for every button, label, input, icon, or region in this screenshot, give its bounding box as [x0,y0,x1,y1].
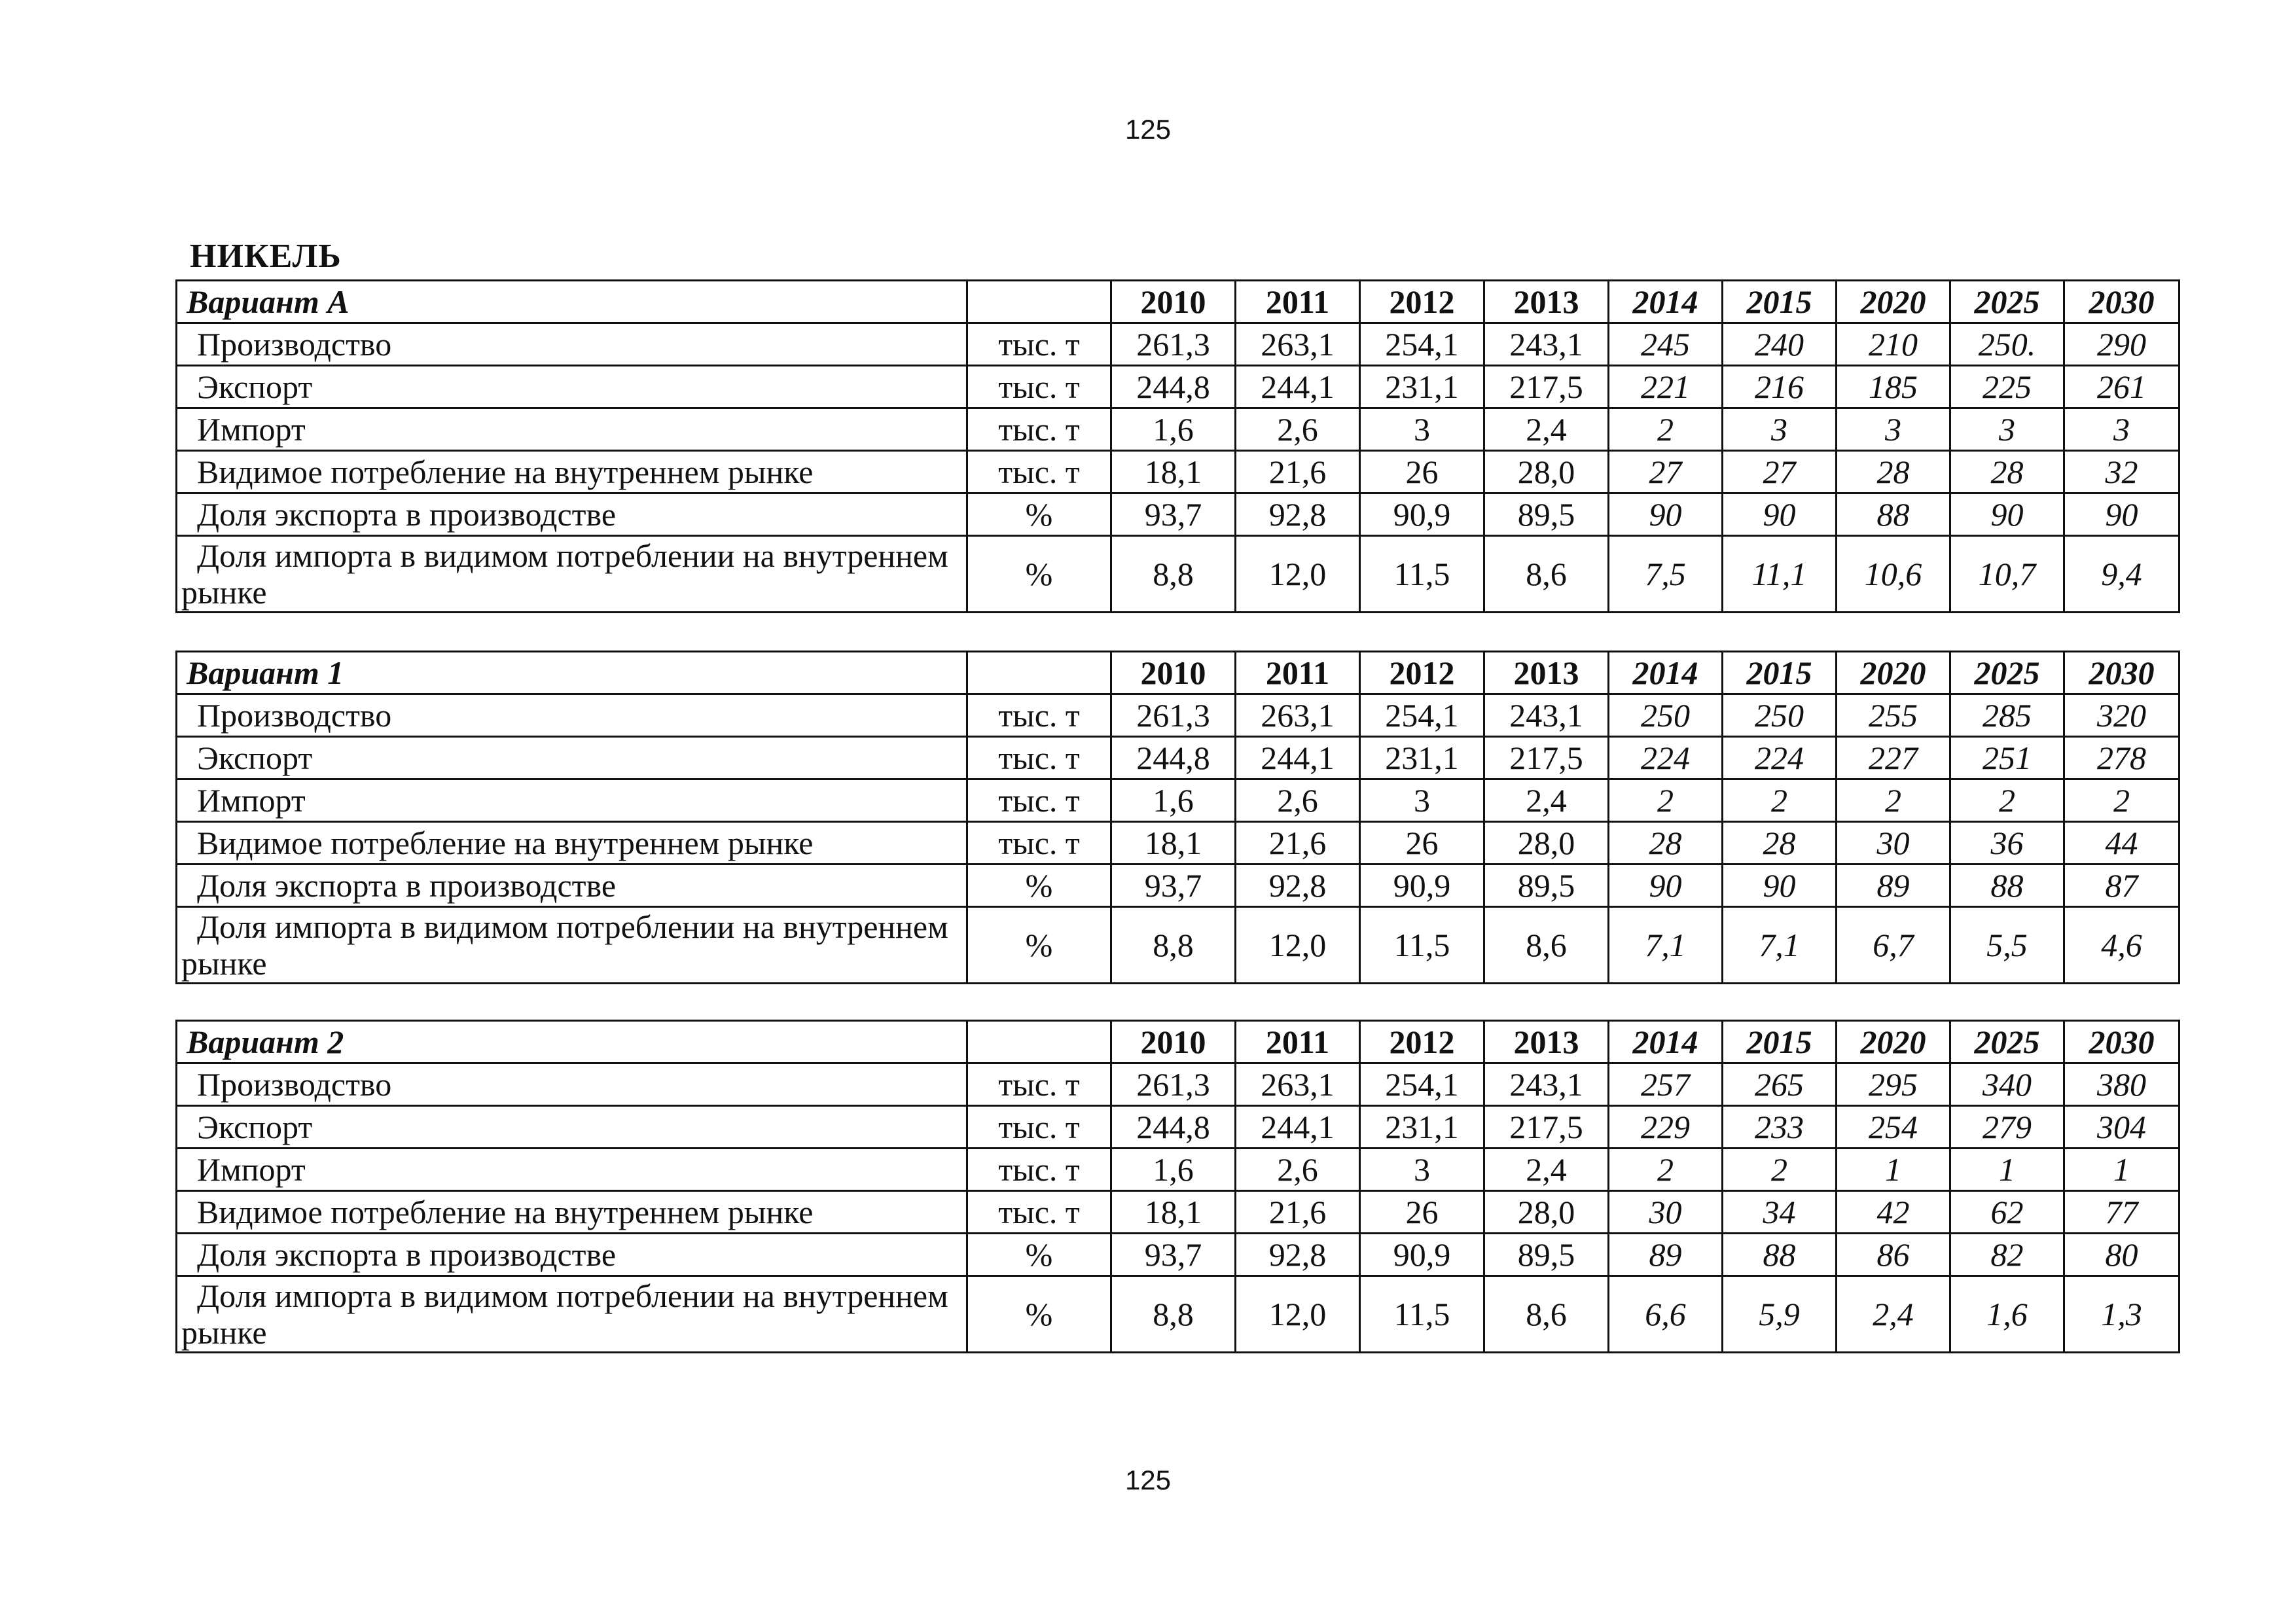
year-header: 2030 [2064,652,2179,694]
table-row [177,451,2179,493]
row-unit: тыс. т [967,1191,1111,1234]
page-number-top: 125 [1124,114,1172,145]
forecast-cell: 3 [1837,408,1950,451]
forecast-cell: 3 [2064,408,2179,451]
value-cell: 89,5 [1484,1234,1609,1276]
header-row [177,652,2179,694]
row-unit: % [967,907,1111,984]
value-cell: 8,8 [1111,1276,1236,1353]
table-row [177,865,2179,907]
value-cell: 92,8 [1236,1234,1360,1276]
value-cell: 2,6 [1236,779,1360,822]
value-cell: 244,8 [1111,1106,1236,1149]
value-cell: 263,1 [1236,694,1360,737]
year-header: 2014 [1609,1021,1723,1063]
value-cell: 8,6 [1484,536,1609,613]
forecast-cell: 90 [1609,865,1723,907]
row-unit: тыс. т [967,737,1111,779]
forecast-cell: 62 [1950,1191,2064,1234]
value-cell: 8,6 [1484,1276,1609,1353]
year-header: 2015 [1723,652,1837,694]
forecast-cell: 80 [2064,1234,2179,1276]
year-header: 2010 [1111,652,1236,694]
value-cell: 1,6 [1111,779,1236,822]
forecast-cell: 1,6 [1950,1276,2064,1353]
year-header: 2015 [1723,1021,1837,1063]
row-label: Производство [177,694,967,737]
forecast-cell: 7,1 [1609,907,1723,984]
year-header: 2012 [1360,281,1484,323]
year-header: 2012 [1360,652,1484,694]
row-label: Видимое потребление на внутреннем рынке [177,451,967,493]
forecast-cell: 278 [2064,737,2179,779]
forecast-cell: 77 [2064,1191,2179,1234]
row-label [177,907,967,984]
forecast-cell: 221 [1609,366,1723,408]
forecast-cell: 2 [1723,779,1837,822]
row-label: Импорт [177,779,967,822]
year-header: 2025 [1950,652,2064,694]
value-cell: 93,7 [1111,1234,1236,1276]
row-label: Производство [177,323,967,366]
year-header: 2011 [1236,652,1360,694]
variant-name: Вариант 2 [177,1021,967,1063]
forecast-cell: 88 [1837,493,1950,536]
variant-name: Вариант 1 [177,652,967,694]
row-unit: тыс. т [967,1063,1111,1106]
forecast-cell: 90 [1723,865,1837,907]
value-cell: 217,5 [1484,737,1609,779]
value-cell: 18,1 [1111,1191,1236,1234]
value-cell: 261,3 [1111,694,1236,737]
year-header: 2013 [1484,281,1609,323]
row-label-line1: Доля импорта в видимом потреблении на внутреннем [197,537,948,574]
row-unit: тыс. т [967,366,1111,408]
row-label: Импорт [177,408,967,451]
page-number-bottom: 125 [1124,1465,1172,1495]
table-row [177,1106,2179,1149]
row-label: Доля экспорта в производстве [177,865,967,907]
value-cell: 93,7 [1111,493,1236,536]
table-variant-1 [175,651,2180,984]
forecast-cell: 380 [2064,1063,2179,1106]
table-row [177,366,2179,408]
forecast-cell: 82 [1950,1234,2064,1276]
row-unit: тыс. т [967,1149,1111,1191]
value-cell: 26 [1360,1191,1484,1234]
value-cell: 28,0 [1484,1191,1609,1234]
table-row [177,1191,2179,1234]
forecast-cell: 2 [1609,1149,1723,1191]
header-row [177,1021,2179,1063]
value-cell: 26 [1360,451,1484,493]
year-header: 2015 [1723,281,1837,323]
table-row [177,779,2179,822]
row-unit: тыс. т [967,779,1111,822]
forecast-cell: 30 [1609,1191,1723,1234]
row-unit: тыс. т [967,694,1111,737]
year-header: 2013 [1484,652,1609,694]
value-cell: 18,1 [1111,822,1236,865]
value-cell: 21,6 [1236,822,1360,865]
table-row [177,1276,2179,1353]
year-header: 2025 [1950,281,2064,323]
year-header: 2013 [1484,1021,1609,1063]
row-unit: % [967,493,1111,536]
forecast-cell: 89 [1837,865,1950,907]
value-cell: 254,1 [1360,694,1484,737]
value-cell: 2,6 [1236,1149,1360,1191]
row-label-line2: рынке [181,945,267,982]
value-cell: 90,9 [1360,865,1484,907]
row-unit: тыс. т [967,408,1111,451]
value-cell: 1,6 [1111,1149,1236,1191]
value-cell: 244,1 [1236,1106,1360,1149]
value-cell: 12,0 [1236,1276,1360,1353]
value-cell: 243,1 [1484,323,1609,366]
value-cell: 21,6 [1236,451,1360,493]
year-header: 2030 [2064,1021,2179,1063]
value-cell: 2,6 [1236,408,1360,451]
forecast-cell: 1,3 [2064,1276,2179,1353]
value-cell: 3 [1360,779,1484,822]
value-cell: 263,1 [1236,323,1360,366]
year-header: 2014 [1609,281,1723,323]
year-header: 2030 [2064,281,2179,323]
year-header: 2010 [1111,1021,1236,1063]
forecast-cell: 250 [1723,694,1837,737]
forecast-cell: 10,7 [1950,536,2064,613]
forecast-cell: 224 [1723,737,1837,779]
row-unit: тыс. т [967,323,1111,366]
forecast-cell: 88 [1950,865,2064,907]
forecast-cell: 2 [1837,779,1950,822]
row-label: Доля экспорта в производстве [177,493,967,536]
forecast-cell: 28 [1837,451,1950,493]
forecast-cell: 89 [1609,1234,1723,1276]
forecast-cell: 216 [1723,366,1837,408]
unit-header [967,1021,1111,1063]
forecast-cell: 295 [1837,1063,1950,1106]
row-label: Видимое потребление на внутреннем рынке [177,822,967,865]
value-cell: 8,8 [1111,536,1236,613]
value-cell: 243,1 [1484,694,1609,737]
forecast-cell: 2 [1950,779,2064,822]
forecast-cell: 2 [1723,1149,1837,1191]
forecast-cell: 245 [1609,323,1723,366]
forecast-cell: 233 [1723,1106,1837,1149]
row-label: Производство [177,1063,967,1106]
value-cell: 93,7 [1111,865,1236,907]
table-row [177,737,2179,779]
value-cell: 231,1 [1360,1106,1484,1149]
unit-header [967,281,1111,323]
value-cell: 244,1 [1236,366,1360,408]
value-cell: 2,4 [1484,779,1609,822]
value-cell: 12,0 [1236,907,1360,984]
value-cell: 231,1 [1360,737,1484,779]
year-header: 2012 [1360,1021,1484,1063]
value-cell: 244,8 [1111,737,1236,779]
forecast-cell: 240 [1723,323,1837,366]
variant-name: Вариант А [177,281,967,323]
forecast-cell: 86 [1837,1234,1950,1276]
value-cell: 92,8 [1236,865,1360,907]
row-label [177,1276,967,1353]
forecast-cell: 3 [1950,408,2064,451]
table-row [177,493,2179,536]
forecast-cell: 44 [2064,822,2179,865]
forecast-cell: 255 [1837,694,1950,737]
forecast-cell: 6,7 [1837,907,1950,984]
forecast-cell: 2 [1609,408,1723,451]
value-cell: 2,4 [1484,1149,1609,1191]
forecast-cell: 6,6 [1609,1276,1723,1353]
forecast-cell: 3 [1723,408,1837,451]
header-row [177,281,2179,323]
value-cell: 243,1 [1484,1063,1609,1106]
row-label-line2: рынке [181,574,267,611]
forecast-cell: 36 [1950,822,2064,865]
row-unit: % [967,1276,1111,1353]
row-unit: % [967,865,1111,907]
forecast-cell: 225 [1950,366,2064,408]
forecast-cell: 185 [1837,366,1950,408]
row-label-line2: рынке [181,1314,267,1351]
value-cell: 28,0 [1484,451,1609,493]
row-label [177,536,967,613]
forecast-cell: 90 [2064,493,2179,536]
forecast-cell: 2 [2064,779,2179,822]
value-cell: 244,1 [1236,737,1360,779]
value-cell: 2,4 [1484,408,1609,451]
value-cell: 28,0 [1484,822,1609,865]
forecast-cell: 340 [1950,1063,2064,1106]
value-cell: 11,5 [1360,907,1484,984]
value-cell: 254,1 [1360,1063,1484,1106]
value-cell: 217,5 [1484,1106,1609,1149]
value-cell: 261,3 [1111,1063,1236,1106]
forecast-cell: 1 [2064,1149,2179,1191]
value-cell: 244,8 [1111,366,1236,408]
forecast-cell: 254 [1837,1106,1950,1149]
table-variant-2 [175,1020,2180,1353]
value-cell: 12,0 [1236,536,1360,613]
row-unit: тыс. т [967,822,1111,865]
document-title: НИКЕЛЬ [190,238,342,275]
forecast-cell: 88 [1723,1234,1837,1276]
forecast-cell: 34 [1723,1191,1837,1234]
forecast-cell: 5,9 [1723,1276,1837,1353]
forecast-cell: 251 [1950,737,2064,779]
unit-header [967,652,1111,694]
table-row [177,323,2179,366]
row-unit: % [967,536,1111,613]
forecast-cell: 1 [1837,1149,1950,1191]
value-cell: 8,8 [1111,907,1236,984]
forecast-cell: 229 [1609,1106,1723,1149]
forecast-cell: 4,6 [2064,907,2179,984]
forecast-cell: 257 [1609,1063,1723,1106]
value-cell: 3 [1360,1149,1484,1191]
forecast-cell: 30 [1837,822,1950,865]
value-cell: 11,5 [1360,1276,1484,1353]
value-cell: 217,5 [1484,366,1609,408]
value-cell: 231,1 [1360,366,1484,408]
forecast-cell: 90 [1950,493,2064,536]
row-label-line1: Доля импорта в видимом потреблении на внутреннем [197,908,948,945]
table-row [177,1063,2179,1106]
value-cell: 92,8 [1236,493,1360,536]
table-row [177,694,2179,737]
forecast-cell: 87 [2064,865,2179,907]
row-unit: % [967,1234,1111,1276]
forecast-cell: 1 [1950,1149,2064,1191]
forecast-cell: 210 [1837,323,1950,366]
forecast-cell: 90 [1609,493,1723,536]
value-cell: 89,5 [1484,493,1609,536]
value-cell: 1,6 [1111,408,1236,451]
value-cell: 90,9 [1360,493,1484,536]
table-row [177,822,2179,865]
forecast-cell: 10,6 [1837,536,1950,613]
value-cell: 21,6 [1236,1191,1360,1234]
row-label-line1: Доля импорта в видимом потреблении на внутреннем [197,1277,948,1314]
row-unit: тыс. т [967,1106,1111,1149]
forecast-cell: 42 [1837,1191,1950,1234]
value-cell: 26 [1360,822,1484,865]
forecast-cell: 250 [1609,694,1723,737]
row-label: Доля экспорта в производстве [177,1234,967,1276]
forecast-cell: 27 [1723,451,1837,493]
forecast-cell: 2,4 [1837,1276,1950,1353]
forecast-cell: 304 [2064,1106,2179,1149]
year-header: 2014 [1609,652,1723,694]
value-cell: 90,9 [1360,1234,1484,1276]
forecast-cell: 265 [1723,1063,1837,1106]
year-header: 2011 [1236,1021,1360,1063]
forecast-cell: 90 [1723,493,1837,536]
forecast-cell: 250. [1950,323,2064,366]
row-label: Экспорт [177,737,967,779]
forecast-cell: 227 [1837,737,1950,779]
year-header: 2010 [1111,281,1236,323]
value-cell: 261,3 [1111,323,1236,366]
table-row [177,408,2179,451]
year-header: 2020 [1837,1021,1950,1063]
row-label: Импорт [177,1149,967,1191]
value-cell: 254,1 [1360,323,1484,366]
forecast-cell: 2 [1609,779,1723,822]
forecast-cell: 7,5 [1609,536,1723,613]
row-label: Видимое потребление на внутреннем рынке [177,1191,967,1234]
table-row [177,907,2179,984]
forecast-cell: 5,5 [1950,907,2064,984]
year-header: 2020 [1837,652,1950,694]
value-cell: 89,5 [1484,865,1609,907]
table-row [177,1149,2179,1191]
forecast-cell: 279 [1950,1106,2064,1149]
table-row [177,1234,2179,1276]
table-variant-a [175,279,2180,613]
row-label: Экспорт [177,366,967,408]
row-unit: тыс. т [967,451,1111,493]
forecast-cell: 11,1 [1723,536,1837,613]
forecast-cell: 285 [1950,694,2064,737]
year-header: 2011 [1236,281,1360,323]
forecast-cell: 9,4 [2064,536,2179,613]
value-cell: 18,1 [1111,451,1236,493]
forecast-cell: 32 [2064,451,2179,493]
forecast-cell: 28 [1723,822,1837,865]
year-header: 2025 [1950,1021,2064,1063]
forecast-cell: 7,1 [1723,907,1837,984]
forecast-cell: 261 [2064,366,2179,408]
forecast-cell: 27 [1609,451,1723,493]
row-label: Экспорт [177,1106,967,1149]
value-cell: 8,6 [1484,907,1609,984]
forecast-cell: 28 [1950,451,2064,493]
value-cell: 3 [1360,408,1484,451]
year-header: 2020 [1837,281,1950,323]
forecast-cell: 320 [2064,694,2179,737]
value-cell: 263,1 [1236,1063,1360,1106]
forecast-cell: 224 [1609,737,1723,779]
forecast-cell: 28 [1609,822,1723,865]
table-row [177,536,2179,613]
value-cell: 11,5 [1360,536,1484,613]
forecast-cell: 290 [2064,323,2179,366]
